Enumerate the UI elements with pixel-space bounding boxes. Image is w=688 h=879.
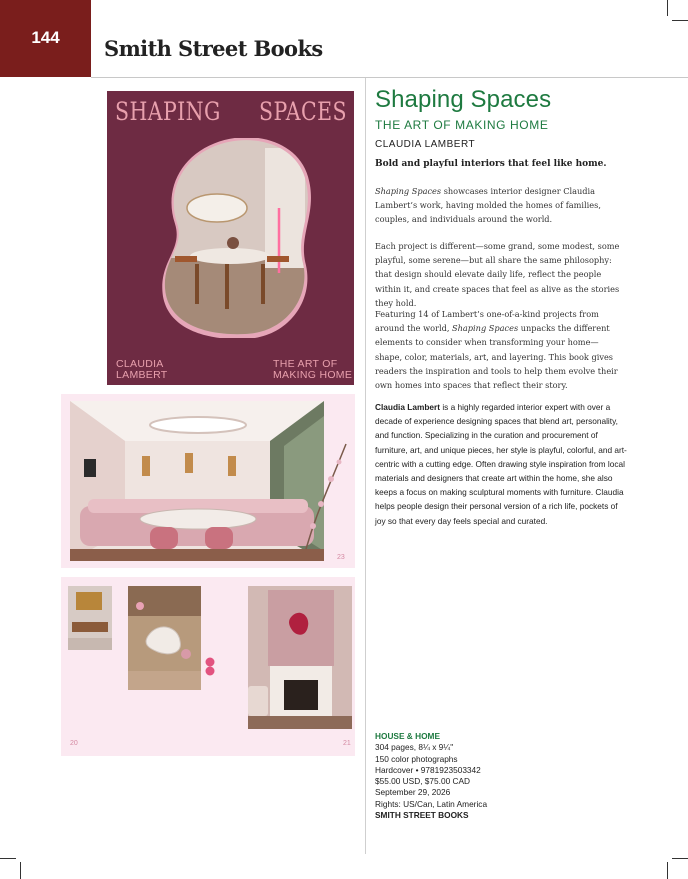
book-subtitle: THE ART OF MAKING HOME: [375, 118, 549, 132]
page-number: 144: [31, 27, 60, 47]
crop-mark: [672, 858, 688, 859]
spread-right-page-number: 21: [343, 740, 351, 747]
crop-mark: [20, 862, 21, 879]
cover-title-left: SHAPING: [115, 97, 221, 126]
book-metadata: [375, 731, 675, 821]
meta-publisher: SMITH STREET BOOKS: [375, 810, 469, 821]
interior-spread-1: [61, 394, 355, 568]
crop-mark: [0, 858, 16, 859]
description-paragraph-2: Each project is different—some grand, some modest, some playful, some serene—but all share the same philosophy: that design should elevate daily life, reflect the people within it, and create spaces that feel as alive as the stories they hold.: [375, 241, 620, 308]
crop-mark: [672, 20, 688, 21]
cover-subtitle: THE ART OF MAKING HOME: [273, 358, 353, 381]
crop-mark: [667, 862, 668, 879]
spread-page-number: 23: [337, 554, 345, 561]
spread-left-page-number: 20: [70, 740, 78, 747]
column-divider: [365, 78, 366, 854]
publication-date: September 29, 2026: [375, 787, 451, 798]
author-bio: Claudia Lambert is a highly regarded interior expert with over a decade of experience designing spaces that blend art, personality, and function. Specializing in the curation and procurement of furniture, art, and unique pieces, her style is playful, colorful, and art-centric with a cutting edge. Often drawing style inspiration from local materials and designers that create art within the home, she also keeps a focus on making sculptural moments with furniture. Claudia helps people design their personal version of a rich life, pockets of joy so that every day feels special and curated.: [375, 402, 627, 526]
description-paragraph-1: Shaping Spaces showcases interior designer Claudia Lambert’s work, having molded the homes of families, couples, and individuals around the world.: [375, 186, 601, 225]
table-detail-photo: [128, 586, 201, 690]
publisher-name: Smith Street Books: [104, 36, 323, 61]
interior-spread-2: [61, 577, 355, 756]
book-cover: [107, 91, 354, 385]
rights: Rights: US/Can, Latin America: [375, 798, 488, 809]
book-tagline: Bold and playful interiors that feel like home.: [375, 159, 607, 169]
category: HOUSE & HOME: [375, 731, 440, 741]
photo-count: 150 color photographs: [375, 753, 458, 764]
fireplace-photo: [248, 586, 352, 729]
price: $55.00 USD, $75.00 CAD: [375, 776, 471, 787]
page-number-tab: [0, 0, 91, 77]
book-author: CLAUDIA LAMBERT: [375, 139, 476, 150]
sideboard-photo: [68, 586, 112, 650]
page-count: 304 pages, 8¼ x 9¼": [375, 742, 454, 753]
dining-nook-photo: [70, 401, 324, 561]
book-title: Shaping Spaces: [375, 86, 552, 113]
cover-title-right: SPACES: [259, 97, 347, 126]
format-isbn: Hardcover • 9781923503342: [375, 764, 481, 775]
header-rule: [91, 77, 688, 78]
cover-photo-blob: [155, 138, 315, 338]
cherry-blossom-branch: [301, 434, 351, 554]
pink-dots-icon: [205, 657, 215, 677]
crop-mark: [667, 0, 668, 16]
cover-author: CLAUDIA LAMBERT: [116, 358, 168, 381]
description-paragraph-3: Featuring 14 of Lambert’s one-of-a-kind projects from around the world, Shaping Spaces unpacks the different elements to consider when transforming your home—shape, color, materials, art, and layering. This book gives readers the inspiration and tools to help them evolve their own homes into spaces that reflect their story.: [375, 309, 618, 391]
